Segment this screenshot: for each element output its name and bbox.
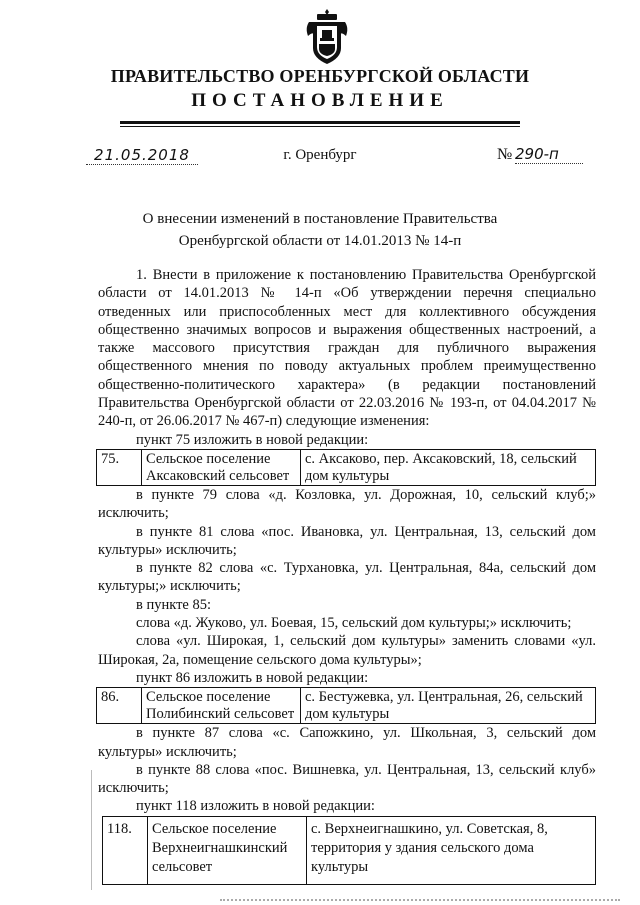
document-city: г. Оренбург bbox=[283, 147, 357, 163]
paragraph-item-87: в пункте 87 слова «с. Сапожкино, ул. Школьная, 3, сельский дом культуры» исключить; bbox=[98, 725, 596, 760]
paragraph-item-118: пункт 118 изложить в новой редакции: bbox=[136, 798, 375, 815]
paragraph-item-86: пункт 86 изложить в новой редакции: bbox=[136, 669, 369, 686]
date-underline bbox=[86, 164, 198, 165]
subject-line-2: Оренбургской области от 14.01.2013 № 14-п bbox=[178, 233, 462, 249]
header-rule-thin bbox=[120, 126, 520, 127]
table-item-118 bbox=[102, 816, 596, 885]
table-cell-number: 86. bbox=[97, 688, 142, 724]
paragraph-item-85-b: слова «ул. Широкая, 1, сельский дом культуры» заменить словами «ул. Широкая, 2а, помещение сельского дома культуры»; bbox=[98, 633, 596, 668]
document-body bbox=[98, 266, 596, 885]
subject-line-1: О внесении изменений в постановление Правительства bbox=[142, 211, 498, 227]
scan-footer-artifact bbox=[220, 899, 620, 901]
table-cell-number: 75. bbox=[97, 449, 142, 485]
table-item-86 bbox=[96, 687, 596, 724]
table-row bbox=[97, 688, 596, 724]
paragraph-item-82: в пункте 82 слова «с. Турхановка, ул. Центральная, 84а, сельский дом культуры;» исключить; bbox=[98, 560, 596, 595]
header-rule bbox=[120, 121, 520, 124]
table-item-75 bbox=[96, 449, 596, 486]
government-title: ПРАВИТЕЛЬСТВО ОРЕНБУРГСКОЙ ОБЛАСТИ bbox=[110, 66, 530, 86]
document-date: 21.05.2018 bbox=[94, 146, 190, 164]
table-row bbox=[97, 449, 596, 485]
paragraph-item-88: в пункте 88 слова «пос. Вишневка, ул. Центральная, 13, сельский клуб» исключить; bbox=[98, 761, 596, 797]
paragraph-item-79: в пункте 79 слова «д. Козловка, ул. Дорожная, 10, сельский клуб;» исключить; bbox=[98, 486, 596, 522]
paragraph-item-81: в пункте 81 слова «пос. Ивановка, ул. Центральная, 13, сельский дом культуры» исключить; bbox=[98, 523, 596, 558]
table-cell-settlement: Сельское поселение Полибинский сельсовет bbox=[142, 688, 301, 724]
table-cell-number: 118. bbox=[103, 816, 148, 884]
paragraph-item-85: в пункте 85: bbox=[136, 596, 212, 613]
paragraph-item-75: пункт 75 изложить в новой редакции: bbox=[136, 431, 369, 448]
document-type: ПОСТАНОВЛЕНИЕ bbox=[191, 90, 449, 111]
document-subject bbox=[0, 208, 640, 252]
scan-margin-line bbox=[91, 770, 92, 890]
number-sign: № bbox=[497, 146, 513, 163]
table-cell-settlement: Сельское поселение Верхнеигнашкинский сельсовет bbox=[148, 816, 307, 884]
paragraph-item-85-a: слова «д. Жуково, ул. Боевая, 15, сельский дом культуры;» исключить; bbox=[136, 615, 572, 632]
table-cell-settlement: Сельское поселение Аксаковский сельсовет bbox=[142, 449, 301, 485]
table-cell-place: с. Бестужевка, ул. Центральная, 26, сельский дом культуры bbox=[301, 688, 596, 724]
table-cell-place: с. Аксаково, пер. Аксаковский, 18, сельский дом культуры bbox=[301, 449, 596, 485]
paragraph-1: 1. Внести в приложение к постановлению Правительства Оренбургской области от 14.01.2013 № 14-п «Об утверждении перечня специально отведенных или приспособленных мест для коллективного обсуждения общественно значимых вопросов и выражения общественных настроений, а также массового присутствия граждан для публичного выражения общественного мнения по поводу актуальных проблем преимущественно общественно-политического характера» (в редакции постановлений Правительства Оренбургской области от 22.03.2016 № 193-п, от 04.04.2017 № 240-п, от 26.06.2017 № 467-п) следующие изменения: bbox=[98, 267, 596, 430]
table-row bbox=[103, 816, 596, 884]
document-number: 290-п bbox=[515, 145, 583, 164]
table-cell-place: с. Верхнеигнашкино, ул. Советская, 8, территория у здания сельского дома культуры bbox=[307, 816, 596, 884]
coat-of-arms-icon bbox=[303, 8, 351, 66]
